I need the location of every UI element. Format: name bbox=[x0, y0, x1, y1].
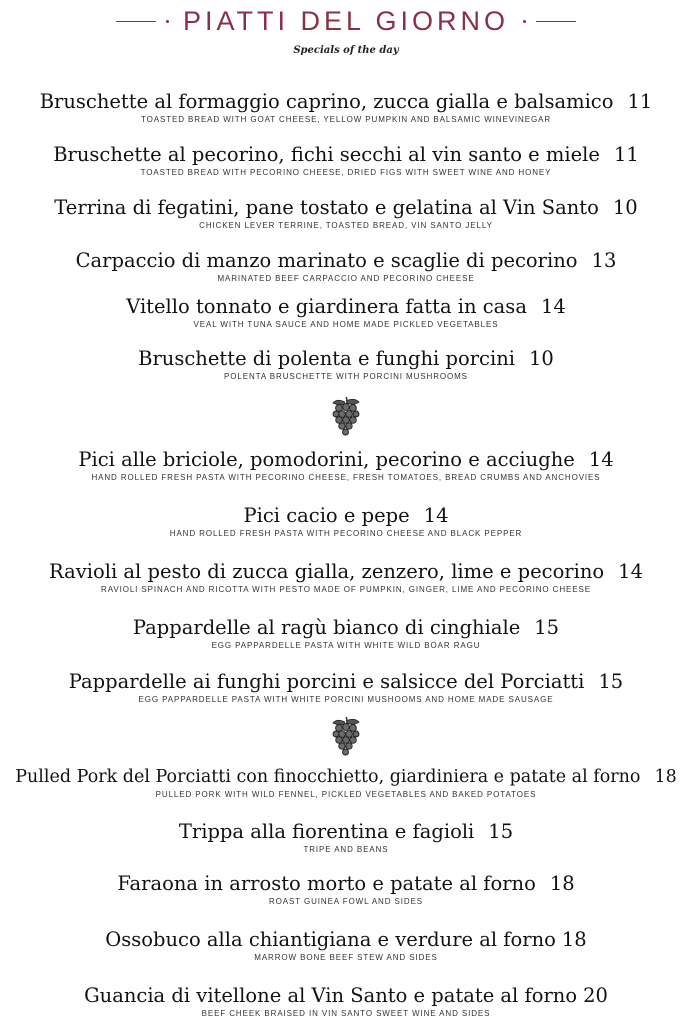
left-ornament-dot bbox=[166, 20, 169, 23]
dish-name: Pappardelle al ragù bianco di cinghiale bbox=[132, 616, 521, 639]
dish-price: 14 bbox=[618, 560, 643, 583]
dish-price: 10 bbox=[529, 347, 554, 370]
menu-item bbox=[0, 616, 692, 652]
grapes-icon bbox=[328, 395, 364, 439]
menu-item bbox=[0, 872, 692, 908]
dish-price: 10 bbox=[612, 196, 638, 219]
right-ornament-dot bbox=[523, 20, 526, 23]
menu-item bbox=[0, 504, 692, 540]
dish-name: Vitello tonnato e giardinera fatta in casa bbox=[126, 295, 527, 318]
dish-price: 18 bbox=[549, 872, 575, 895]
dish-description: MARROW BONE BEEF STEW AND SIDES bbox=[254, 953, 438, 962]
dish-description: VEAL WITH TUNA SAUCE AND HOME MADE PICKLED VEGETABLES bbox=[193, 320, 499, 329]
dish-price: 11 bbox=[613, 143, 639, 166]
dish-description: TRIPE AND BEANS bbox=[303, 845, 389, 854]
dish-description: RAVIOLI SPINACH AND RICOTTA WITH PESTO MADE OF PUMPKIN, GINGER, LIME AND PECORINO CHEESE bbox=[101, 585, 591, 594]
dish-description: CHICKEN LEVER TERRINE, TOASTED BREAD, VIN SANTO JELLY bbox=[199, 221, 493, 230]
title-row bbox=[0, 6, 692, 37]
dish-price: 11 bbox=[627, 90, 653, 113]
menu-item bbox=[0, 820, 692, 856]
menu-item bbox=[0, 560, 692, 596]
menu-item bbox=[0, 249, 692, 285]
dish-price: 20 bbox=[583, 984, 608, 1007]
menu-item bbox=[0, 448, 692, 484]
page-subtitle: Specials of the day bbox=[293, 45, 399, 56]
dish-name: Guancia di vitellone al Vin Santo e patate al forno bbox=[84, 984, 578, 1007]
dish-price: 14 bbox=[540, 295, 566, 318]
dish-price: 18 bbox=[561, 928, 587, 951]
dish-name: Pulled Pork del Porciatti con finocchietto, giardiniera e patate al forno bbox=[15, 767, 641, 787]
menu-item bbox=[0, 347, 692, 383]
dish-description: BEEF CHEEK BRAISED IN VIN SANTO SWEET WINE AND SIDES bbox=[201, 1009, 491, 1018]
left-ornament-line bbox=[116, 21, 156, 22]
dish-description: HAND ROLLED FRESH PASTA WITH PECORINO CHEESE, FRESH TOMATOES, BREAD CRUMBS AND ANCHOVIES bbox=[91, 473, 601, 482]
dish-description: EGG PAPPARDELLE PASTA WITH WHITE PORCINI MUSHOOMS AND HOME MADE SAUSAGE bbox=[138, 695, 554, 704]
menu-item bbox=[0, 670, 692, 706]
dish-description: TOASTED BREAD WITH PECORINO CHEESE, DRIED FIGS WITH SWEET WINE AND HONEY bbox=[140, 168, 552, 177]
dish-price: 15 bbox=[488, 820, 514, 843]
dish-name: Carpaccio di manzo marinato e scaglie di pecorino bbox=[75, 249, 578, 272]
grapes-divider bbox=[0, 395, 692, 444]
dish-name: Bruschette di polenta e funghi porcini bbox=[138, 347, 515, 370]
right-ornament-line bbox=[536, 21, 576, 22]
dish-name: Terrina di fegatini, pane tostato e gelatina al Vin Santo bbox=[54, 196, 599, 219]
dish-name: Ossobuco alla chiantigiana e verdure al forno bbox=[105, 928, 556, 951]
menu-item bbox=[0, 928, 692, 964]
dish-description: POLENTA BRUSCHETTE WITH PORCINI MUSHROOMS bbox=[224, 372, 468, 381]
dish-price: 15 bbox=[534, 616, 560, 639]
menu-item bbox=[0, 984, 692, 1020]
menu-item bbox=[0, 196, 692, 232]
dish-name: Bruschette al pecorino, fichi secchi al vin santo e miele bbox=[53, 143, 600, 166]
dish-price: 14 bbox=[423, 504, 449, 527]
dish-description: ROAST GUINEA FOWL AND SIDES bbox=[268, 897, 424, 906]
dish-description: HAND ROLLED FRESH PASTA WITH PECORINO CHEESE AND BLACK PEPPER bbox=[169, 529, 523, 538]
menu-item bbox=[0, 90, 692, 126]
dish-description: EGG PAPPARDELLE PASTA WITH WHITE WILD BOAR RAGU bbox=[211, 641, 481, 650]
dish-description: MARINATED BEEF CARPACCIO AND PECORINO CHEESE bbox=[217, 274, 475, 283]
grapes-icon bbox=[328, 715, 364, 759]
dish-name: Pici alle briciole, pomodorini, pecorino e acciughe bbox=[78, 448, 575, 471]
dish-name: Pici cacio e pepe bbox=[243, 504, 410, 527]
dish-price: 15 bbox=[598, 670, 624, 693]
menu-item bbox=[0, 295, 692, 331]
dish-name: Trippa alla fiorentina e fagioli bbox=[178, 820, 475, 843]
dish-name: Ravioli al pesto di zucca gialla, zenzero, lime e pecorino bbox=[49, 560, 605, 583]
page-title: PIATTI DEL GIORNO bbox=[182, 6, 510, 36]
dish-description: PULLED PORK WITH WILD FENNEL, PICKLED VEGETABLES AND BAKED POTATOES bbox=[155, 790, 537, 799]
dish-description: TOASTED BREAD WITH GOAT CHEESE, YELLOW PUMPKIN AND BALSAMIC WINEVINEGAR bbox=[140, 115, 552, 124]
dish-name: Bruschette al formaggio caprino, zucca gialla e balsamico bbox=[39, 90, 614, 113]
menu-item bbox=[0, 143, 692, 179]
dish-name: Faraona in arrosto morto e patate al forno bbox=[117, 872, 536, 895]
dish-name: Pappardelle ai funghi porcini e salsicce del Porciatti bbox=[68, 670, 585, 693]
dish-price: 18 bbox=[654, 767, 677, 787]
grapes-divider bbox=[0, 715, 692, 764]
menu-header bbox=[0, 0, 692, 62]
dish-price: 14 bbox=[588, 448, 614, 471]
menu-item bbox=[0, 765, 692, 801]
dish-price: 13 bbox=[591, 249, 617, 272]
